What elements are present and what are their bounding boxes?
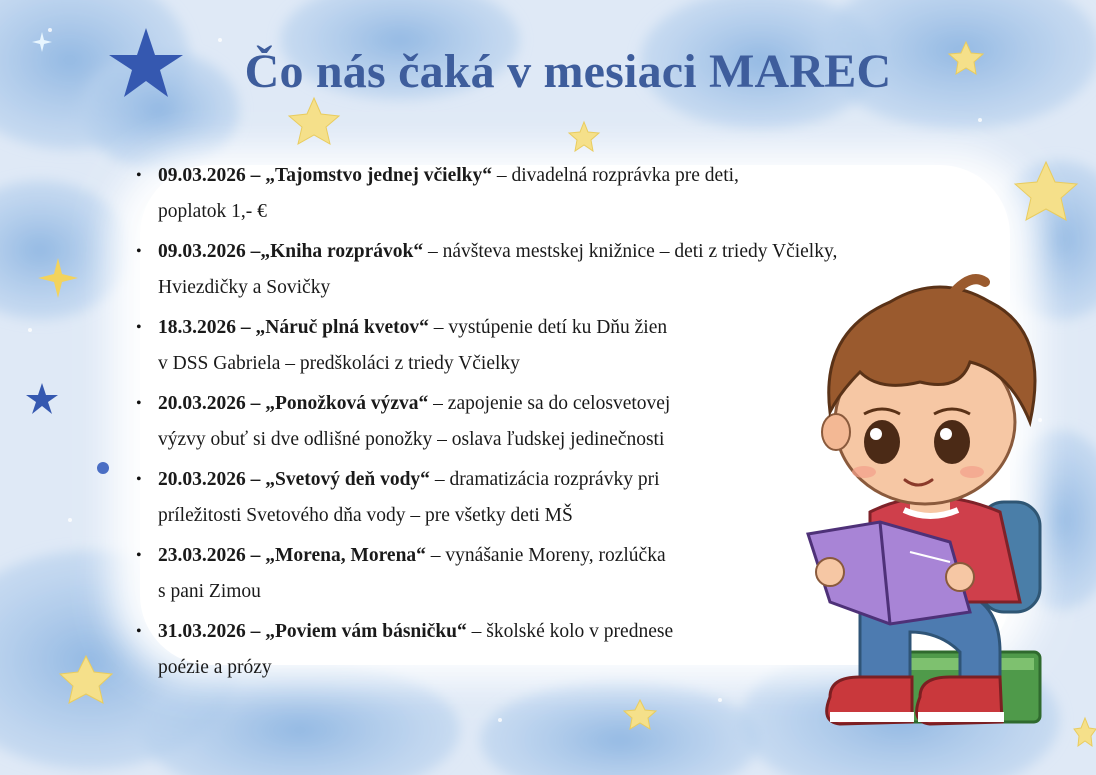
event-desc: – dramatizácia rozprávky pri	[429, 469, 660, 490]
event-desc: – divadelná rozprávka pre deti,	[492, 165, 739, 186]
page-title: Čo nás čaká v mesiaci MAREC	[244, 45, 892, 98]
event-desc: – vynášanie Moreny, rozlúčka	[425, 545, 666, 566]
bullet: •	[136, 243, 142, 260]
event-name: „Poviem vám básničku“	[260, 621, 467, 642]
events-list	[136, 158, 838, 690]
event-desc: – školské kolo v prednese	[466, 621, 674, 642]
bullet: •	[136, 395, 142, 412]
event-date: 23.03.2026 –	[158, 545, 261, 566]
list-item	[136, 310, 796, 382]
bullet: •	[136, 547, 142, 564]
list-item	[136, 386, 796, 458]
event-date: 20.03.2026 –	[158, 469, 261, 490]
star-icon	[569, 122, 599, 151]
list-item	[136, 462, 796, 534]
list-item	[136, 614, 796, 686]
event-date: 18.3.2026 –	[158, 317, 256, 338]
list-item	[136, 538, 796, 610]
event-date: 20.03.2026 –	[158, 393, 261, 414]
event-desc-cont: Hviezdičky a Sovičky	[158, 277, 331, 298]
event-date: 31.03.2026 –	[158, 621, 261, 642]
star-icon	[1074, 718, 1096, 746]
event-desc-cont: poplatok 1,- €	[158, 201, 267, 222]
event-name: „Morena, Morena“	[260, 545, 426, 566]
event-desc-cont: s pani Zimou	[158, 581, 261, 602]
bullet: •	[136, 319, 142, 336]
event-date: 09.03.2026 –	[158, 241, 261, 262]
event-desc: – vystúpenie detí ku Dňu žien	[428, 317, 668, 338]
event-name: „Kniha rozprávok“	[260, 241, 424, 262]
star-icon	[289, 98, 339, 144]
dot-icon	[97, 462, 109, 474]
boy-reading-book-illustration	[800, 272, 1060, 752]
event-name: „Ponožková výzva“	[260, 393, 429, 414]
event-desc-cont: výzvy obuť si dve odlišné ponožky – oslava ľudskej jedinečnosti	[158, 429, 665, 450]
event-desc-cont: poézie a prózy	[158, 657, 272, 678]
event-name: „Tajomstvo jednej včielky“	[260, 165, 493, 186]
event-desc-cont: príležitosti Svetového dňa vody – pre všetky deti MŠ	[158, 505, 573, 526]
event-desc-cont: v DSS Gabriela – predškoláci z triedy Včielky	[158, 353, 520, 374]
event-desc: – zapojenie sa do celosvetovej	[428, 393, 671, 414]
star-icon	[26, 383, 58, 414]
event-desc: – návšteva mestskej knižnice – deti z triedy Včielky,	[423, 241, 838, 262]
event-date: 09.03.2026 –	[158, 165, 261, 186]
bullet: •	[136, 623, 142, 640]
bullet: •	[136, 167, 142, 184]
list-item	[136, 158, 796, 230]
bullet: •	[136, 471, 142, 488]
event-name: „Náruč plná kvetov“	[255, 317, 429, 338]
event-name: „Svetový deň vody“	[260, 469, 430, 490]
